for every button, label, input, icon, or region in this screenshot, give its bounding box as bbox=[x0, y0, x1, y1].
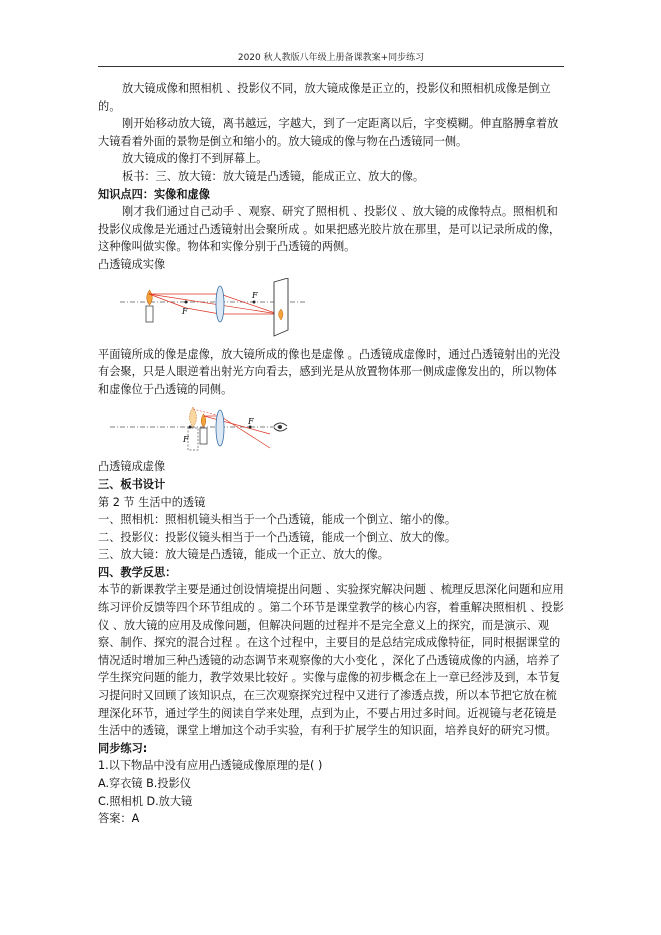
knowledge4-paragraph-1: 刚才我们通过自己动手 、观察、研究了照相机 、投影仪 、放大镜的成像特点。照相机和投影仪成像是光通过凸透镜射出会聚所成 。如果把感光胶片放在那里，是可以记录所成的像，这种像叫做实像。物体和实像分别于凸透镜的两侧。 bbox=[98, 205, 561, 254]
intro-paragraph-1: 放大镜成像和照相机 、投影仪不同，放大镜成像是正立的，投影仪和照相机成像是倒立的。 bbox=[98, 82, 551, 113]
fig1-focal-label-left: F bbox=[182, 306, 188, 316]
candle-icon bbox=[146, 306, 153, 322]
screen-icon bbox=[274, 278, 288, 336]
board-item: 一、照相机：照相机镜头相当于一个凸透镜，能成一个倒立、缩小的像。 bbox=[98, 513, 457, 527]
intro-paragraph-2: 刚开始移动放大镜，离书越远，字越大，到了一定距离以后，字变模糊。伸直胳膊拿着放大镜看着外面的景物是倒立和缩小的。放大镜成的像与物在凸透镜同一侧。 bbox=[98, 117, 559, 148]
virtual-image-caption: 凸透镜成虚像 bbox=[98, 460, 166, 474]
convex-lens-icon bbox=[216, 286, 224, 322]
fig2-focal-label-right: F bbox=[248, 417, 254, 427]
document-body bbox=[98, 80, 564, 828]
real-image-caption: 凸透镜成实像 bbox=[98, 257, 166, 271]
virtual-image-diagram bbox=[110, 404, 310, 454]
intro-board-note: 板书：三、放大镜：放大镜是凸透镜，能成正立、放大的像。 bbox=[122, 169, 425, 183]
convex-lens-icon bbox=[216, 410, 224, 446]
knowledge4-heading: 知识点四：实像和虚像 bbox=[98, 187, 210, 201]
intro-paragraph-3: 放大镜成的像打不到屏幕上。 bbox=[122, 152, 268, 166]
board-design-heading: 三、板书设计 bbox=[98, 477, 166, 491]
virtual-candle-icon bbox=[188, 428, 198, 450]
options-a-b: A.穿衣镜 B.投影仪 bbox=[98, 777, 191, 790]
board-item: 二、投影仪：投影仪镜头相当于一个凸透镜，能成一个倒立、放大的像。 bbox=[98, 530, 457, 544]
knowledge4-paragraph-2: 平面镜所成的像是虚像，放大镜所成的像也是虚像 。凸透镜成虚像时，通过凸透镜射出的光没有会聚，只是人眼逆着出射光方向看去，感到光是从放置物体那一侧成虚像发出的，所以物体和虚像位于凸透镜的同侧。 bbox=[98, 347, 561, 396]
options-c-d: C.照相机 D.放大镜 bbox=[98, 794, 193, 808]
answer: 答案：A bbox=[98, 812, 140, 826]
fig1-focal-label-right: F bbox=[252, 290, 258, 300]
question-1: 1.以下物品中没有应用凸透镜成像原理的是( ) bbox=[98, 759, 323, 773]
practice-heading: 同步练习: bbox=[98, 741, 148, 755]
board-item: 三、放大镜：放大镜是凸透镜，能成一个正立、放大的像。 bbox=[98, 548, 389, 562]
reflection-heading: 四、教学反思： bbox=[98, 565, 177, 579]
page-header: 2020 秋人教版八年级上册备课教案+同步练习 bbox=[98, 50, 564, 67]
real-image-diagram bbox=[118, 278, 308, 340]
candle-icon bbox=[200, 428, 207, 444]
reflection-text: 本节的新课教学主要是通过创设情境提出问题 、实验探究解决问题 、梳理反思深化问题和应用练习评价反馈等四个环节组成的 。第二个环节是课堂教学的核心内容，着重解决照相机 、投影仪 、放大镜的应用及成像问题，但解决问题的过程并不是完全意义上的探究，而是演示、观察、制作、探究的混合过程 。在这个过程中，主要目的是总结完成成像特征，同时根据课堂的情况适时增加三种凸透镜的动态调节来观察像的大小变化 ，深化了凸透镜成像的内涵，培养了学生探究问题的能力，教学效果比较好 。实像与虚像的初步概念在上一章已经涉及到，本节复习提问时又回顾了该知识点，在三次观察探究过程中又进行了渗透点拨，所以本节把它放在梳理深化环节，通过学生的阅读自学来处理，点到为止，不要占用过多时间。近视镜与老花镜是生活中的透镜，课堂上增加这个动手实验，有利于扩展学生的知识面，培养良好的研究习惯。 bbox=[98, 583, 564, 738]
flame-icon bbox=[147, 290, 153, 305]
eye-icon bbox=[274, 423, 287, 431]
board-section-title: 第 2 节 生活中的透镜 bbox=[98, 495, 206, 509]
fig2-focal-label-left: F bbox=[183, 435, 189, 445]
